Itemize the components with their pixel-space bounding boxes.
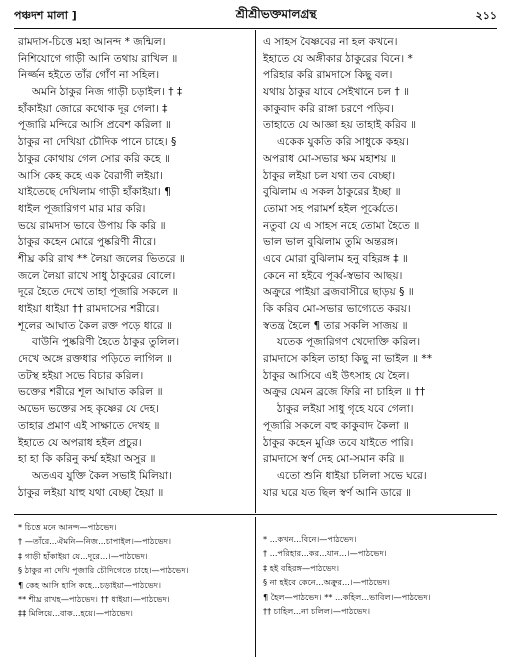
verse-line: অমনি ঠাকুর নিজ গাড়ী চড়াইল। † ‡ bbox=[32, 86, 183, 99]
verse-line: কি করিব মো-সভার ভাগ্যেতে করয়। bbox=[263, 303, 411, 315]
verse-line: তটস্থ হইয়া সভে বিচার করিল। bbox=[18, 369, 144, 382]
page-header bbox=[14, 6, 497, 26]
verse-line: ঠাকুর না দেখিয়া চৌদিক পানে চাহে। § bbox=[18, 136, 177, 149]
verse-line: জলে লৈয়া রাখে সাধু ঠাকুরের বোলে। bbox=[18, 269, 176, 282]
verse-line: রামদাসে স্বর্ণ দেহ মো-সমান করি ॥ bbox=[263, 453, 405, 466]
verse-line: তাহাতে যে আজ্ঞা হয় তাহাই করিব ॥ bbox=[263, 119, 417, 132]
verse-line: ইহাতে যে অঙ্গীকার ঠাকুরের বিনে। * bbox=[263, 52, 413, 65]
verse-line: পূজারি সকলে বহু কাকুবাদ কৈলা ॥ bbox=[263, 419, 409, 432]
footnote: ‡ হই বহিরঙ্গ—পাঠভেদ। bbox=[263, 562, 340, 573]
verse-line: দেখে অঙ্গে রক্তধার পড়িতে লাগিল ॥ bbox=[18, 353, 173, 366]
verse-line: যার ঘরে যত ছিল স্বর্ণ আনি ডারে ॥ bbox=[263, 486, 412, 499]
verse-line: বাউনি পুষ্করিণী হৈতে ঠাকুর তুলিল। bbox=[32, 336, 180, 349]
right-footnotes bbox=[263, 532, 497, 618]
verse-line: অক্রুরে পাইয়া ব্রজবাসীরে ছাড়য় § ॥ bbox=[263, 286, 414, 299]
verse-line: আসি কেহ কহে এক বৈরাগী লইয়া। bbox=[18, 169, 163, 182]
column-divider bbox=[255, 30, 256, 513]
book-title: শ্রীশ্রীভক্তমালগ্রন্থ bbox=[235, 7, 317, 21]
verse-line: এবে মোরা বুঝিলাম হনু বহিরঙ্গ ‡ ॥ bbox=[263, 252, 408, 265]
verse-line: এ সাহস বৈষ্ণবের না হল কখনে। bbox=[263, 36, 398, 48]
verse-line: অভেদ ভক্তের সহ কৃষ্ণের যে দেহ। bbox=[18, 403, 159, 416]
page-number: ২১১ bbox=[475, 8, 497, 22]
verse-line: ঠাকুর লইয়া চল যথা তব বেচ্ছা। bbox=[263, 169, 396, 182]
verse-line: স্বতন্ত্র হৈলে ¶ তার সকলি সাজয় ॥ bbox=[263, 319, 408, 332]
header-rule bbox=[14, 28, 497, 29]
left-footnotes bbox=[18, 520, 252, 621]
verse-line: অতএব যুক্তি কৈল সভাই মিলিয়া। bbox=[32, 469, 172, 482]
verse-line: ঠাকুর কহেন মুঞি তবে যাইতে পারি। bbox=[263, 436, 414, 449]
footnote: † ...পরিহার...কর...যান...।—পাঠভেদ। bbox=[263, 548, 387, 559]
verse-line: ঠাকুর কোথায় গেল সোর করি কহে ॥ bbox=[18, 152, 170, 165]
verse-line: যথায় ঠাকুর যাবে সেইখানে চল † ॥ bbox=[263, 86, 410, 99]
verse-line: শূলের আঘাত কৈল রক্ত পড়ে ধারে ॥ bbox=[18, 319, 173, 332]
footnote: * চিত্তে মনে আনন্দ—পাঠভেদ। bbox=[18, 522, 117, 532]
footnote-rule bbox=[14, 514, 497, 515]
footnote: * ...কখন...বিনে।—পাঠভেদ। bbox=[263, 534, 357, 544]
verse-line: অপরাধ মো-সভার ক্ষম মহাশয় ॥ bbox=[263, 152, 397, 165]
verse-line: ভক্তের শরীরে শূল আঘাত করিল ॥ bbox=[18, 386, 163, 399]
verse-line: ইহাতে যে অপরাধ হইল প্রচুর। bbox=[18, 436, 142, 449]
footnote-divider bbox=[255, 517, 256, 657]
verse-line: রামদাস-চিত্তে মহা আনন্দ * জন্মিল। bbox=[18, 36, 166, 48]
footnote: ** শীঘ্র রাখহ—পাঠভেদ। †† ধাইয়া।—পাঠভেদ। bbox=[18, 593, 170, 604]
verse-line: ঠাকুর লইয়া যাহু যথা বেচ্ছা হৈয়া ॥ bbox=[18, 486, 164, 499]
left-verse-column bbox=[18, 34, 252, 501]
verse-line: একেক যুকতি করি সাধুকে কহয়। bbox=[277, 136, 410, 149]
verse-line: যতেক পূজারিগণ খেদোক্তি করিল। bbox=[277, 336, 421, 349]
verse-line: রামদাসে কহিল তাহা কিছু না ভাইল ॥ ** bbox=[263, 353, 433, 366]
verse-line: ধাইয়া ধাইয়া †† রামদাসের শরীরে। bbox=[18, 303, 160, 315]
verse-line: নতুবা যে এ সাহস নহে তোমা হৈতে ॥ bbox=[263, 219, 420, 232]
verse-line: তোমা সহ পরামর্শ হইল পূর্ব্বেতে। bbox=[263, 202, 398, 215]
verse-line: নিশিযোগে গাড়ী আনি তথায় রাখিল ॥ bbox=[18, 52, 178, 65]
verse-line: দূরে হৈতে দেখে তাহা পূজারি সকলে ॥ bbox=[18, 286, 178, 299]
footnote: †† চাহিল...না চলিল।—পাঠভেদ। bbox=[263, 605, 371, 616]
verse-line: যাইতেছে দেখিলাম গাড়ী হাঁকাইয়া। ¶ bbox=[18, 186, 171, 199]
verse-line: বুঝিলাম এ সকল ঠাকুরের ইচ্ছা ॥ bbox=[263, 186, 401, 199]
verse-line: ঠাকুর কহেন মোরে পুষ্করিণী নীরে। bbox=[18, 236, 157, 249]
verse-line: ভাল ভাল বুঝিলাম তুমি অন্তরঙ্গ। bbox=[263, 236, 398, 249]
verse-line: কেনে না হইবে পূর্ব্ব-স্বভাব আছয়। bbox=[263, 269, 403, 282]
verse-line: পরিহার করি রামদাসে কিছু বল। bbox=[263, 69, 393, 82]
footnote: ¶ কেহ আসি হাসি কহে...চড়াইয়া—পাঠভেদ। bbox=[18, 579, 162, 590]
verse-line: কাকুবাদ করি রাঙ্গা চরণে পড়িব। bbox=[263, 102, 394, 115]
right-verse-column bbox=[263, 34, 497, 501]
verse-line: তাহার প্রমাণ এই সাক্ষাতে দেখহ ॥ bbox=[18, 419, 160, 432]
verse-line: ভয়ে রামদাস ভাবে উপায় কি করি ॥ bbox=[18, 219, 166, 232]
verse-line: শীঘ্র করি রাখ ** লৈয়া জলের ভিতরে ॥ bbox=[18, 252, 185, 265]
verse-line: ঠাকুর লইয়া সাধু গৃহে যবে গেলা। bbox=[277, 403, 414, 416]
footnote: § ঠাকুর না দেখি পূজারি চৌদিগেতে চাহে।—পাঠভেদ। bbox=[18, 565, 189, 576]
verse-line: ঠাকুর আসিবে এই উৎসাহ যে হৈল। bbox=[263, 369, 410, 382]
verse-line: এতো শুনি ধাইয়া চলিলা সভে ঘরে। bbox=[277, 469, 427, 482]
footnote: ‡‡ মিলিয়ে...বাক...হয়ে।—পাঠভেদ। bbox=[18, 608, 133, 619]
verse-line: ধাইল পূজারিগণ মার মার করি। bbox=[18, 202, 146, 215]
verse-line: নির্জ্জন হইতে তাঁর গোঁণ না সহিল। bbox=[18, 69, 160, 82]
verse-line: হাঁকাইয়া জোরে কথোক দূর গেলা। ‡ bbox=[18, 102, 168, 115]
verse-line: অক্রুর যেমন ব্রজে ফিরি না চাহিল ॥ †† bbox=[263, 386, 426, 399]
footnote: † —তাঁরে...ঐমনি—নিজ...চাপাইল।—পাঠভেদ। bbox=[18, 536, 172, 547]
footnote: § না হইবে কেনে...অক্রুর...।—পাঠভেদ। bbox=[263, 577, 390, 588]
footnote: ‡ গাড়ী হাঁকাইয়া যে...দূরে...।—পাঠভেদ। bbox=[18, 550, 148, 561]
verse-line: হা হা কি করিনু কর্ম্ম হইয়া অসুর ॥ bbox=[18, 453, 156, 466]
verse-line: পূজারি মন্দিরে আসি প্রবেশ করিলা ॥ bbox=[18, 119, 171, 132]
footnote: ¶ হৈল—পাঠভেদ। ** ...কহিল...ভাবিল।—পাঠভেদ। bbox=[263, 591, 431, 602]
chapter-label: পঞ্চদশ মালা ] bbox=[14, 8, 77, 22]
